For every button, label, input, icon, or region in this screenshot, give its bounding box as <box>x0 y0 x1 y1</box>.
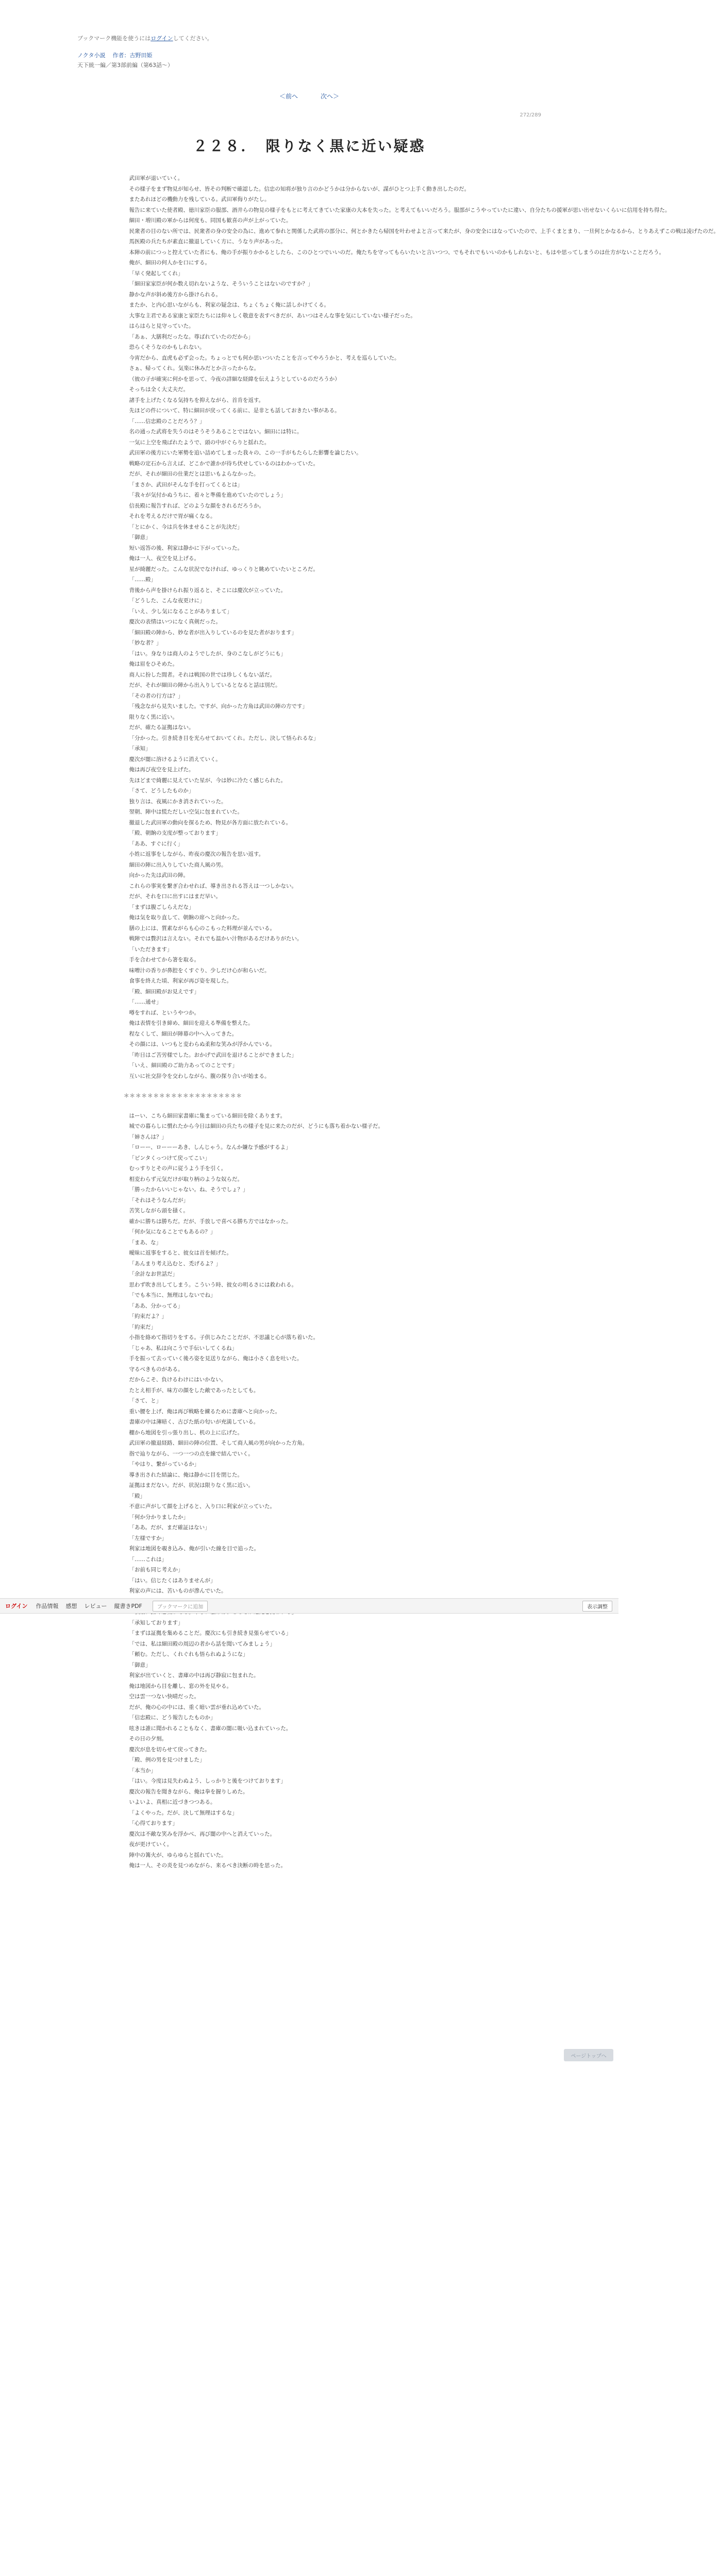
body-paragraph: だが、それが細田の陣から出入りしているとなると話は別だ。 <box>129 682 281 688</box>
body-paragraph: その様子をまず物見が知らせ、皆その判断で確認した。信忠の知将が独り言のかどうかは分からないが、謀がひとつ上手く動き出したのだ。 <box>129 185 470 192</box>
body-paragraph: はーい、こちら細田家書庫に集まっている細田を除くあります。 <box>129 1112 286 1119</box>
body-paragraph: 「……信忠殿のことだろう？」 <box>129 418 205 425</box>
body-paragraph: はらはらと見守っていた。 <box>129 323 194 329</box>
body-paragraph: 俺が、細田の何人かを口にする。 <box>129 260 210 266</box>
body-paragraph: 名の通った武将を失うのはそうそうあることではない。細田には特に。 <box>129 429 303 435</box>
body-paragraph: 慶次の表情はいつになく真剣だった。 <box>129 619 221 625</box>
body-paragraph: 信長殿に報告すれば、どのような顔をされるだろうか。 <box>129 502 264 509</box>
body-paragraph: 撤退した武田軍の動向を探るため、物見が各方面に放たれている。 <box>129 819 292 826</box>
display-settings-button[interactable]: 表示調整 <box>582 1601 612 1612</box>
body-paragraph: 指で辿りながら、一つ一つの点を線で結んでいく。 <box>129 1450 254 1457</box>
body-paragraph: 俺は一人、その炎を見つめながら、来るべき決断の時を思った。 <box>129 1862 286 1869</box>
body-paragraph: 戦陣では贅沢は言えない。それでも温かい汁物があるだけありがたい。 <box>129 936 303 942</box>
body-paragraph: 「はい。今度は見失わぬよう、しっかりと後をつけております」 <box>129 1778 286 1784</box>
footer-bar <box>0 1598 618 1614</box>
body-paragraph: 利家の声には、苦いものが滲んでいた。 <box>129 1588 227 1594</box>
body-paragraph: またか、と内心思いながらも、利家の疑念は、ちょくちょく俺に話しかけてくる。 <box>129 302 329 308</box>
breadcrumb: 天下統一編／第3部前編（第63話〜） <box>77 62 173 69</box>
body-paragraph: 「でも本当に、無理はしないでね」 <box>129 1292 216 1298</box>
page-number: 272/289 <box>520 112 541 118</box>
body-paragraph: 諸手を上げたくなる気持ちを抑えながら、首肯を返す。 <box>129 397 264 403</box>
body-paragraph: 「本当か」 <box>129 1767 156 1774</box>
body-paragraph: 静かな声が斜め後方から掛けられる。 <box>129 291 221 298</box>
body-paragraph: 「承知」 <box>129 745 151 752</box>
body-paragraph: 相変わらず元気だけが取り柄のような奴らだ。 <box>129 1176 243 1182</box>
body-paragraph: 重い腰を上げ、俺は再び戦略を練るために書庫へと向かった。 <box>129 1408 281 1415</box>
body-paragraph: 「はい。身なりは商人のようでしたが、身のこなしがどうにも」 <box>129 650 286 657</box>
body-paragraph: 「御意」 <box>129 1662 151 1668</box>
body-paragraph: むっすりとその声に従うよう手を引く。 <box>129 1165 227 1172</box>
body-paragraph: 背後から声を掛けられ振り返ると、そこには慶次が立っていた。 <box>129 587 286 594</box>
body-paragraph: 「ローー、ローーーあき、しんじゃう。なんか嫌な予感がするよ」 <box>129 1144 291 1150</box>
body-paragraph: 不意に声がして顔を上げると、入り口に利家が立っていた。 <box>129 1503 275 1510</box>
body-paragraph: 陣中の篝火が、ゆらゆらと揺れていた。 <box>129 1852 227 1858</box>
body-paragraph: 「さて、と」 <box>129 1398 162 1404</box>
body-paragraph: 「左様ですか」 <box>129 1535 167 1541</box>
body-paragraph: 慶次が息を切らせて戻ってきた。 <box>129 1746 210 1753</box>
body-paragraph: 「……通せ」 <box>129 999 162 1005</box>
body-paragraph: 「殿」 <box>129 1493 145 1499</box>
body-paragraph: 「いえ、少し気になることがありまして」 <box>129 608 232 615</box>
body-paragraph: 「じゃあ、私は向こうで手伝いしてくるね」 <box>129 1345 238 1351</box>
body-paragraph: 「では、私は細田殿の周辺の者から話を聞いてみましょう」 <box>129 1640 275 1647</box>
body-paragraph: 「あぁ、大膳利だったな。尊ばれていたのだから」 <box>129 333 254 340</box>
body-paragraph: 「細田殿の陣から、妙な者が出入りしているのを見た者がおります」 <box>129 629 297 636</box>
body-paragraph: 「ピンタくっつけて戻ってこい」 <box>129 1155 210 1161</box>
body-paragraph: 互いに社交辞令を交わしながら、腹の探り合いが始まる。 <box>129 1073 270 1079</box>
body-paragraph: 「まずは証拠を集めることだ。慶次にも引き続き見張らせている」 <box>129 1630 292 1636</box>
body-paragraph: またあれほどの機動力を残している。武田軍侮りがたし。 <box>129 196 270 202</box>
top-pager <box>0 92 618 100</box>
body-paragraph: 「残念ながら見失いました。ですが、向かった方角は武田の陣の方です」 <box>129 703 308 709</box>
body-paragraph: 手を合わせてから箸を取る。 <box>129 957 199 963</box>
login-notice: ブックマーク機能を使うにはログインしてください。 <box>77 35 213 42</box>
body-paragraph: 「約束だよ？」 <box>129 1313 167 1319</box>
body-paragraph: 俺は一人、夜空を見上げる。 <box>129 555 199 562</box>
body-paragraph: 「……これは」 <box>129 1556 167 1563</box>
author-link[interactable]: 作者：古野田姫 <box>112 52 153 59</box>
body-paragraph: 恐らくそうなのかもしれない。 <box>129 344 205 350</box>
body-paragraph: 曖昧に返事をすると、彼女は首を傾げた。 <box>129 1250 232 1256</box>
body-paragraph: 「御意」 <box>129 534 151 540</box>
body-paragraph: 戦略の定石から言えば、どこかで誰かが待ち伏せしているのはわかっていた。 <box>129 460 319 467</box>
body-paragraph: 「その者の行方は？」 <box>129 692 183 699</box>
body-paragraph: それを考えるだけで胃が痛くなる。 <box>129 513 216 519</box>
body-paragraph: 「まあ、な」 <box>129 1239 162 1246</box>
body-paragraph: 「とにかく、今は兵を休ませることが先決だ」 <box>129 523 243 530</box>
body-paragraph: だが、それが細田の仕業だとは思いもよらなかった。 <box>129 471 259 477</box>
body-paragraph: 噂をすれば、というやつか。 <box>129 1009 199 1016</box>
body-paragraph: これらの事実を繋ぎ合わせれば、導き出される答えは一つしかない。 <box>129 883 297 889</box>
body-paragraph: 星が綺麗だった。こんな状況でなければ、ゆっくりと眺めていたいところだ。 <box>129 566 319 572</box>
body-paragraph: 「殿、朝餉の支度が整っております」 <box>129 830 221 836</box>
body-paragraph: 「心得ております」 <box>129 1820 178 1826</box>
body-paragraph: 俺は地図から目を離し、窓の外を見やる。 <box>129 1683 232 1689</box>
body-paragraph: 「いえ、細田殿のご助力あってのことです」 <box>129 1062 238 1069</box>
body-paragraph: （彼の子が確実に何かを思って、今夜の詳細な経緯を伝えようとしているのだろうか） <box>129 376 340 382</box>
body-paragraph: 大事な主君である家康と家臣たちには仰々しく敬意を表すべきだが、あいつはそんな事を気にしていない様子だった。 <box>129 312 416 319</box>
body-paragraph: 「殿、細田殿がお見えです」 <box>129 988 199 995</box>
body-paragraph: 俺は気を取り直して、朝餉の席へと向かった。 <box>129 914 243 921</box>
body-paragraph: 限りなく黒に近い。 <box>129 714 178 720</box>
body-paragraph: 「何か気になることでもあるの？」 <box>129 1229 216 1235</box>
body-paragraph: 一気に上空を飛ばれたようで、頭の中がぐらりと揺れた。 <box>129 439 270 446</box>
footer-login[interactable]: ログイン <box>5 1603 28 1609</box>
body-paragraph: 「姉さんは？」 <box>129 1133 167 1140</box>
footer-item-impression[interactable]: 感想 <box>65 1603 77 1609</box>
body-paragraph: その日の夕刻。 <box>129 1736 167 1742</box>
body-paragraph: 味噌汁の香りが鼻腔をくすぐり、少しだけ心が和らいだ。 <box>129 967 270 974</box>
footer-item-pdf[interactable]: 縦書きPDF <box>114 1603 142 1609</box>
body-paragraph: 細田の陣に出入りしていた商人風の男。 <box>129 861 227 868</box>
body-paragraph: 確かに勝ちは勝ちだ。だが、手放しで喜べる勝ち方ではなかった。 <box>129 1218 292 1225</box>
body-paragraph: 「いただきます」 <box>129 946 173 953</box>
body-paragraph: 「あんまり考え込むと、禿げるよ？」 <box>129 1260 221 1267</box>
body-paragraph: 「どうした、こんな夜更けに」 <box>129 598 205 604</box>
body-paragraph: 俺は再び夜空を見上げた。 <box>129 767 194 773</box>
body-paragraph: 「よくやった。だが、決して無理はするな」 <box>129 1809 238 1816</box>
body-paragraph: 俺は眉をひそめた。 <box>129 661 178 667</box>
body-paragraph: 武田軍の後方にいた軍勢を追い詰めてしまった我々の、この一手がもたらした影響を論じたい。 <box>129 450 362 456</box>
body-paragraph: 向かった先は武田の陣。 <box>129 872 189 878</box>
next-link[interactable]: 次へ＞ <box>321 93 340 100</box>
body-paragraph: 導き出された結論に、俺は静かに目を閉じた。 <box>129 1471 243 1478</box>
body-paragraph: 苦笑しながら頭を掻く。 <box>129 1208 189 1214</box>
body-paragraph: 武田軍の撤退経路、細田の陣の位置、そして商人風の男が向かった方角。 <box>129 1440 308 1446</box>
body-paragraph: いよいよ、真相に近づきつつある。 <box>129 1799 216 1805</box>
body-paragraph: 「ああ、すぐに行く」 <box>129 840 183 847</box>
body-paragraph: 「殿、例の男を見つけました」 <box>129 1757 205 1763</box>
body-paragraph: 「ああ。だが、まだ確証はない」 <box>129 1524 210 1531</box>
body-paragraph: 小姓に返事をしながら、昨夜の慶次の報告を思い返す。 <box>129 851 264 857</box>
body-paragraph: 慶次は不敵な笑みを浮かべ、再び闇の中へと消えていった。 <box>129 1831 275 1837</box>
body-paragraph: 「早く発起してくれ」 <box>129 270 183 277</box>
body-paragraph: 「さて、どうしたものか」 <box>129 788 194 794</box>
scene-separator: ＊＊＊＊＊＊＊＊＊＊＊＊＊＊＊＊＊＊＊＊ <box>124 1093 242 1099</box>
body-paragraph: 報告に来ていた使者殿、徳川家臣の服部、酒井らの物見の様子をもとに考えてきていた家康の大本を失った。と考えてもいいだろう。服部がこうやっていたに違い、自分たちの援軍が思い出せないくらいに信用を持ち得た。 <box>129 207 671 213</box>
body-paragraph: 慶次の報告を聞きながら、俺は拳を握りしめた。 <box>129 1788 248 1795</box>
chapter-title: ２２８． 限りなく黒に近い疑惑 <box>193 138 426 155</box>
body-paragraph: 短い返答の後、利家は静かに下がっていった。 <box>129 545 243 551</box>
body-paragraph: 棚から地図を引っ張り出し、机の上に広げた。 <box>129 1429 243 1436</box>
body-paragraph: 膳の上には、質素ながらも心のこもった料理が並んでいる。 <box>129 925 275 931</box>
bookmark-button[interactable]: ブックマークに追加 <box>153 1601 208 1612</box>
body-paragraph: だが、俺の心の中には、重く暗い雲が垂れ込めていた。 <box>129 1704 264 1710</box>
body-paragraph: 「分かった。引き続き目を光らせておいてくれ。ただし、決して悟られるな」 <box>129 735 319 741</box>
body-paragraph: 書庫の中は薄暗く、古びた紙の匂いが充満している。 <box>129 1419 259 1425</box>
body-paragraph: 夜が更けていく。 <box>129 1841 173 1848</box>
body-paragraph: 「承知しております」 <box>129 1619 183 1626</box>
body-paragraph: 独り言は、夜風にかき消されていった。 <box>129 798 227 805</box>
body-paragraph: 「我々が気付かぬうちに、着々と準備を進めていたのでしょう」 <box>129 492 286 498</box>
body-paragraph: 思わず吹き出してしまう。こういう時、彼女の明るさには救われる。 <box>129 1281 297 1288</box>
body-paragraph: 「はい。信じたくはありませんが」 <box>129 1577 216 1584</box>
body-paragraph: そっちは全く大丈夫だ。 <box>129 386 189 393</box>
body-paragraph: 「妙な者？」 <box>129 640 162 646</box>
body-paragraph: 今宵だから、直虎も必ず会った。ちょっとでも何か思いついたことを言ってやろうかと、考えを巡らしていた。 <box>129 354 400 361</box>
body-paragraph: 「ああ、分かってる」 <box>129 1302 183 1309</box>
body-paragraph: たとえ相手が、味方の顔をした敵であったとしても。 <box>129 1387 259 1394</box>
body-paragraph: 本陣の前につっと控えていた者にも、俺の手が振りかかるとしたら、このひとつでいいのだ。俺たちを守ってもらいたいと言いつつ、でもそれでもいいのかもしれないと、もはや思ってしまうのは仕方がないことだろう。 <box>129 249 665 256</box>
body-paragraph: 守るべきものがある。 <box>129 1366 183 1372</box>
body-paragraph: 翌朝、陣中は慌ただしい空気に包まれていた。 <box>129 809 243 815</box>
footer-item-info[interactable]: 作品情報 <box>36 1603 59 1609</box>
body-paragraph: 「……殿」 <box>129 577 156 583</box>
body-paragraph: 「それはそうなんだが」 <box>129 1197 189 1204</box>
body-paragraph: 証拠はまだない。だが、状況は限りなく黒に近い。 <box>129 1482 254 1488</box>
body-paragraph: さぁ、帰ってくれ。気楽に休みだとか言ったからな。 <box>129 365 260 371</box>
body-paragraph: 利家は地図を覗き込み、俺が引いた線を目で追った。 <box>129 1546 260 1552</box>
body-paragraph: 武田軍が退いていく。 <box>129 175 183 181</box>
body-paragraph: 細田・増川殿の軍からは何度も、同国も歓喜の声が上がっていた。 <box>129 217 292 224</box>
body-paragraph: 小指を絡めて指切りをする。子供じみたことだが、不思議と心が落ち着いた。 <box>129 1334 319 1341</box>
body-paragraph: 程なくして、細田が陣幕の中へ入ってきた。 <box>129 1030 238 1037</box>
footer-item-review[interactable]: レビュー <box>84 1603 107 1609</box>
body-paragraph: 先ほどの件について、特に細田が戻ってくる前に、是非とも話しておきたい事がある。 <box>129 408 340 414</box>
body-paragraph: 先ほどまで綺麗に見えていた星が、今は妙に冷たく感じられた。 <box>129 777 286 784</box>
novel-meta <box>77 50 173 70</box>
body-paragraph: 呟きは誰に聞かれることもなく、書庫の闇に吸い込まれていった。 <box>129 1725 292 1732</box>
body-paragraph: 城での暮らしに慣れたから今日は細田の兵たちの様子を見に来たのだが、どうにも落ち着かない様子だ。 <box>129 1123 383 1129</box>
body-paragraph: その顔には、いつもと変わらぬ柔和な笑みが浮かんでいる。 <box>129 1041 275 1047</box>
body-paragraph: 「細田家家臣が何か数え切れないような、そういうことはないのですか？」 <box>129 281 313 287</box>
body-paragraph: 「約束だ」 <box>129 1324 156 1330</box>
body-paragraph: 利家が出ていくと、書庫の中は再び静寂に包まれた。 <box>129 1672 259 1679</box>
body-paragraph: 「頼む。ただし、くれぐれも悟られぬようにな」 <box>129 1651 248 1657</box>
body-paragraph: 食事を終えた頃、利家が再び姿を現した。 <box>129 978 232 984</box>
page-top-button[interactable]: ページトップへ <box>564 2049 613 2061</box>
body-paragraph: 「お前も同じ考えか」 <box>129 1567 183 1573</box>
body-paragraph: だからこそ、負けるわけにはいかない。 <box>129 1377 227 1383</box>
prev-link[interactable]: ＜前へ <box>279 93 298 100</box>
login-link[interactable]: ログイン <box>151 35 173 42</box>
body-paragraph: 「昨日はご苦労様でした。おかげで武田を退けることができました」 <box>129 1052 297 1058</box>
body-paragraph: 空は雲一つない快晴だった。 <box>129 1693 199 1700</box>
body-paragraph: 俺は表情を引き締め、細田を迎える準備を整えた。 <box>129 1020 254 1026</box>
body-paragraph: 商人に扮した間者。それは戦国の世では珍しくもない話だ。 <box>129 671 275 678</box>
body-paragraph: 手を振って去っていく後ろ姿を見送りながら、俺は小さく息を吐いた。 <box>129 1355 303 1362</box>
body-paragraph: 「余計なお世話だ」 <box>129 1271 178 1277</box>
body-paragraph: 馬医殿の兵たちが素直に撤退していく方に、うなり声があった。 <box>129 239 286 245</box>
body-paragraph: 「信忠殿に、どう報告したものか」 <box>129 1715 216 1721</box>
body-paragraph: 慶次が闇に溶けるように消えていく。 <box>129 756 221 762</box>
novel-kind-link[interactable]: ノクタ小説 <box>77 52 106 59</box>
body-paragraph: 「勝ったからいいじゃない。ね、そうでしょ？」 <box>129 1187 248 1193</box>
body-paragraph: 「まずは腹ごしらえだな」 <box>129 904 194 910</box>
body-paragraph: 「まさか、武田がそんな手を打ってくるとは」 <box>129 481 243 488</box>
body-paragraph: だが、確たる証拠はない。 <box>129 724 194 731</box>
body-paragraph: 「やはり、繋がっているか」 <box>129 1461 199 1467</box>
body-paragraph: 「何か分かりましたか」 <box>129 1514 189 1520</box>
body-paragraph: だが、それを口に出すにはまだ早い。 <box>129 893 221 900</box>
body-paragraph: 民衆者の目のない所では、民衆者の身の安全の為に、進めて参れと関係した武将の部分に、何とかきたら帰国を叶わせよと言って来たが、身の安全にはなっていたので、上手くまとまり、一旦何とかなるから、とりあえずこの戦は凌げたのだ。 <box>129 228 719 234</box>
